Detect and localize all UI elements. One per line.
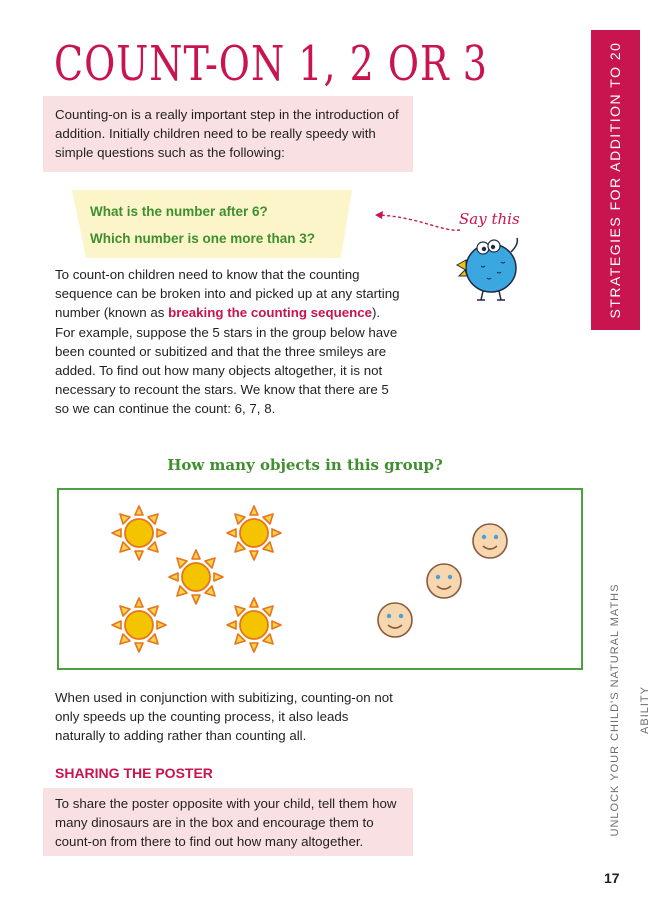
sharing-text: To share the poster opposite with your child, tell them how many dinosaurs are in the box and encourage them to count-on from there to find out how many altogether. xyxy=(55,796,397,849)
sharing-panel xyxy=(43,788,413,856)
section-tab-label: STRATEGIES FOR ADDITION TO 20 xyxy=(607,41,623,319)
sun-icon xyxy=(112,506,166,560)
book-title-footer xyxy=(600,560,651,860)
objects-illustration xyxy=(59,490,581,668)
objects-group-box xyxy=(57,488,583,670)
question-panel xyxy=(72,190,352,258)
smiley-icon xyxy=(378,603,412,637)
counting-on-explanation xyxy=(55,265,400,419)
intro-text: Counting-on is a really important step in the introduction of addition. Initially children need to be really speedy with simple questions such as the following: xyxy=(55,107,399,160)
smiley-icon xyxy=(473,524,507,558)
page-title: COUNT-ON 1, 2 OR 3 xyxy=(54,36,488,91)
book-title-text: UNLOCK YOUR CHILD'S NATURAL MATHS ABILITY xyxy=(609,583,651,837)
intro-panel xyxy=(43,96,413,172)
say-this-label: Say this xyxy=(459,210,520,228)
explanation-text-end: ). For example, suppose the 5 stars in the group below have been counted or subitized and that the three smileys are added. To find out how many objects altogether, it is not necessary to recount the stars. We know that there are 5 so we can continue the count: 6, 7, 8. xyxy=(55,305,398,417)
section-tab xyxy=(591,30,640,330)
explanation-text-start: To count-on children need to know that the counting sequence can be broken into and picked up at any starting number (known as xyxy=(55,267,400,321)
breaking-sequence-highlight: breaking the counting sequence xyxy=(168,305,372,321)
smiley-icon xyxy=(427,564,461,598)
sun-icon xyxy=(112,598,166,652)
page-number: 17 xyxy=(604,870,620,886)
dashed-arrow-icon xyxy=(372,210,464,234)
question-1: What is the number after 6? xyxy=(90,204,268,219)
question-2: Which number is one more than 3? xyxy=(90,231,316,246)
sharing-heading: SHARING THE POSTER xyxy=(55,765,213,781)
sun-icon xyxy=(227,598,281,652)
sun-icon xyxy=(227,506,281,560)
subitizing-paragraph: When used in conjunction with subitizing, counting-on not only speeds up the counting process, it also leads naturally to adding rather than counting all. xyxy=(55,690,393,744)
group-title: How many objects in this group? xyxy=(167,456,443,474)
sun-icon xyxy=(169,550,223,604)
bird-mascot-icon xyxy=(457,232,527,304)
